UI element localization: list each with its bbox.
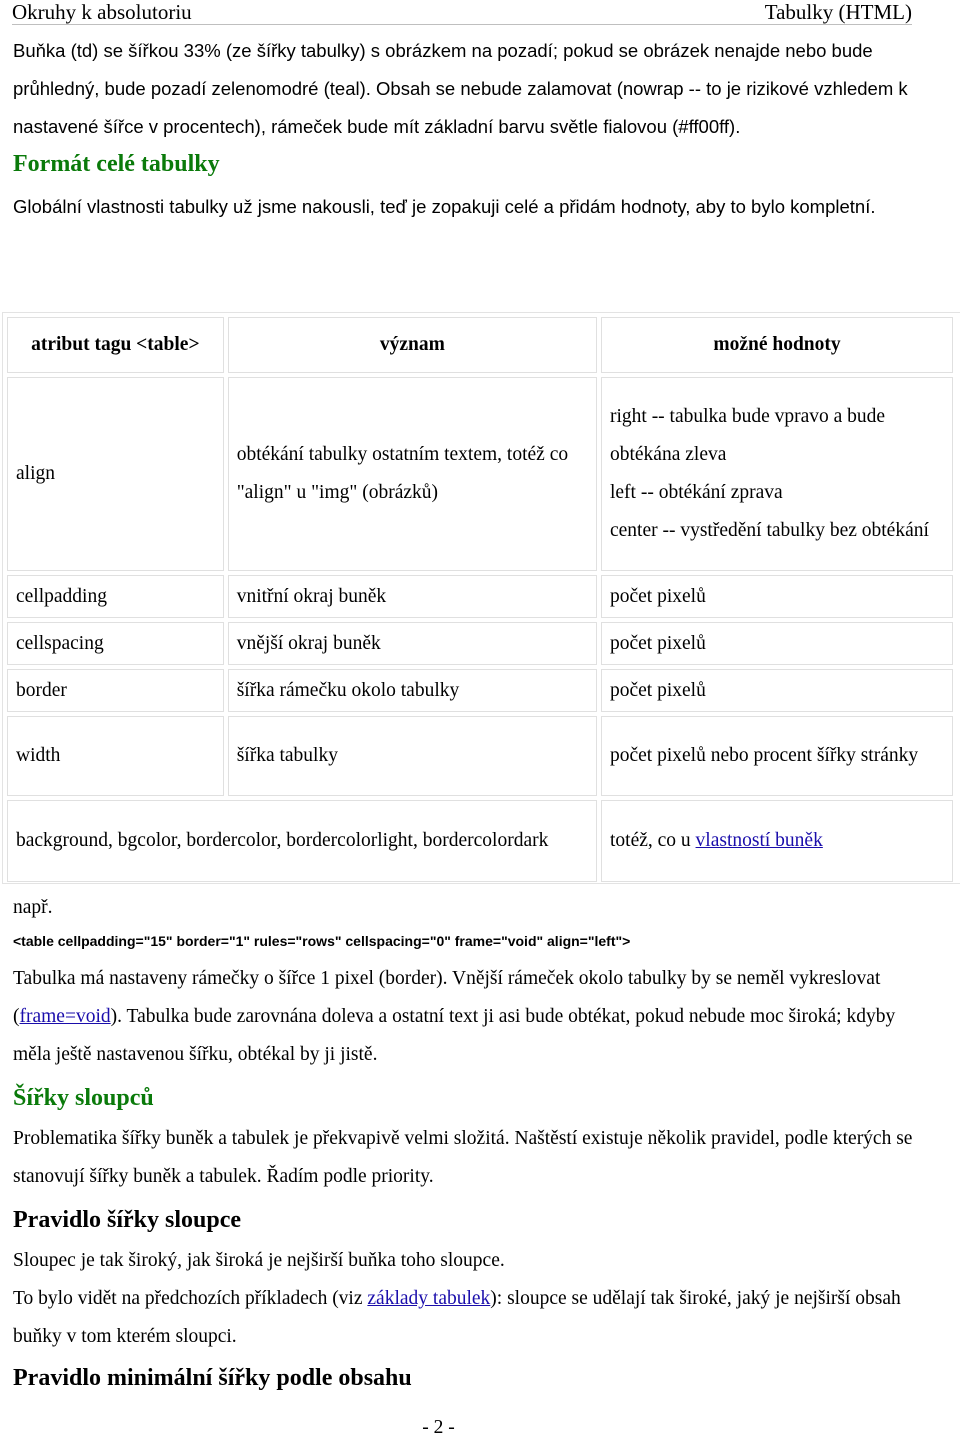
column-width-rule-text-2: [13, 1280, 913, 1356]
values-cell: [601, 377, 953, 571]
value-line: right -- tabulka bude vpravo a bude obtékána zleva: [609, 406, 886, 465]
section-heading-table-format: Formát celé tabulky: [13, 151, 220, 177]
example-text-2: ). Tabulka bude zarovnána doleva a ostatní text ji asi bude obtékat, pokud nebude moc široká; kdyby měla ještě nastavenou šířku, obtékal by ji jistě.: [13, 1006, 896, 1065]
header-left-title: Okruhy k absolutoriu: [12, 0, 192, 24]
column-widths-text: Problematika šířky buněk a tabulek je překvapivě velmi složitá. Naštěstí existuje několik pravidel, podle kterých se stanovují šířky buněk a tabulek. Řadím podle priority.: [13, 1128, 913, 1187]
example-code: <table cellpadding="15" border="1" rules="rows" cellspacing="0" frame="void" align="left">: [13, 933, 631, 949]
frame-void-link[interactable]: frame=void: [19, 1006, 111, 1027]
values-cell: počet pixelů: [601, 575, 953, 618]
table-row: [7, 377, 953, 571]
section-table-format-text: Globální vlastnosti tabulky už jsme nakousli, teď je zopakuji celé a přidám hodnoty, aby to bylo kompletní.: [13, 196, 876, 217]
attr-cell: background, bgcolor, bordercolor, bordercolorlight, bordercolordark: [7, 800, 597, 882]
attr-cell: cellpadding: [7, 575, 224, 618]
rule-text-2a: To bylo vidět na předchozích příkladech (viz: [13, 1288, 368, 1309]
meaning-cell: vnější okraj buněk: [228, 622, 597, 665]
attr-cell: border: [7, 669, 224, 712]
cell-properties-link[interactable]: vlastností buněk: [695, 830, 823, 851]
page-number: - 2 -: [422, 1417, 455, 1438]
example-text-1: Tabulka má nastaveny rámečky o šířce 1 pixel (border). Vnější rámeček okolo tabulky by se neměl vykreslovat (: [13, 968, 881, 1027]
content: [13, 32, 913, 226]
table-header-row: [7, 317, 953, 373]
section-heading-column-width-rule: Pravidlo šířky sloupce: [13, 1207, 242, 1233]
attributes-table: [3, 313, 957, 886]
meaning-cell: obtékání tabulky ostatním textem, totéž co "align" u "img" (obrázků): [228, 377, 597, 571]
values-cell: počet pixelů nebo procent šířky stránky: [601, 716, 953, 796]
table-basics-link[interactable]: základy tabulek: [367, 1288, 491, 1309]
value-line: center -- vystředění tabulky bez obtékání: [609, 520, 929, 541]
table-row: [7, 800, 953, 882]
section-heading-column-widths: Šířky sloupců: [13, 1085, 154, 1111]
attr-cell: width: [7, 716, 224, 796]
column-width-rule-text-1: Sloupec je tak široký, jak široká je nejširší buňka toho sloupce.: [13, 1250, 505, 1271]
attributes-table-frame: [2, 312, 960, 884]
meaning-cell: vnitřní okraj buněk: [228, 575, 597, 618]
values-prefix: totéž, co u: [609, 830, 696, 851]
example-label: např.: [13, 897, 53, 918]
table-header-cell: význam: [228, 317, 597, 373]
table-row: [7, 669, 953, 712]
attr-cell: cellspacing: [7, 622, 224, 665]
intro-paragraph: Buňka (td) se šířkou 33% (ze šířky tabulky) s obrázkem na pozadí; pokud se obrázek nenajde nebo bude průhledný, bude pozadí zelenomodré (teal). Obsah se nebude zalamovat (nowrap -- to je rizikové vzhledem k nastavené šířce v procentech), rámeček bude mít základní barvu světle fialovou (#ff00ff).: [13, 40, 908, 137]
meaning-cell: šířka rámečku okolo tabulky: [228, 669, 597, 712]
values-cell: počet pixelů: [601, 669, 953, 712]
table-row: [7, 716, 953, 796]
section-heading-min-width-rule: Pravidlo minimální šířky podle obsahu: [13, 1365, 412, 1391]
meaning-cell: šířka tabulky: [228, 716, 597, 796]
table-row: [7, 575, 953, 618]
table-row: [7, 622, 953, 665]
value-line: left -- obtékání zprava: [609, 482, 783, 503]
values-cell: počet pixelů: [601, 622, 953, 665]
header-right-title: Tabulky (HTML): [764, 0, 912, 24]
table-header-cell: možné hodnoty: [601, 317, 953, 373]
table-header-cell: atribut tagu <table>: [7, 317, 224, 373]
values-cell: [601, 800, 953, 882]
example-explanation: [13, 960, 913, 1074]
page-header: [12, 0, 912, 25]
content-lower: [13, 890, 913, 1396]
rule-text-2b: ): sloupce se udělají tak široké, jaký je nejširší obsah buňky v tom kterém sloupci.: [13, 1288, 901, 1347]
attr-cell: align: [7, 377, 224, 571]
